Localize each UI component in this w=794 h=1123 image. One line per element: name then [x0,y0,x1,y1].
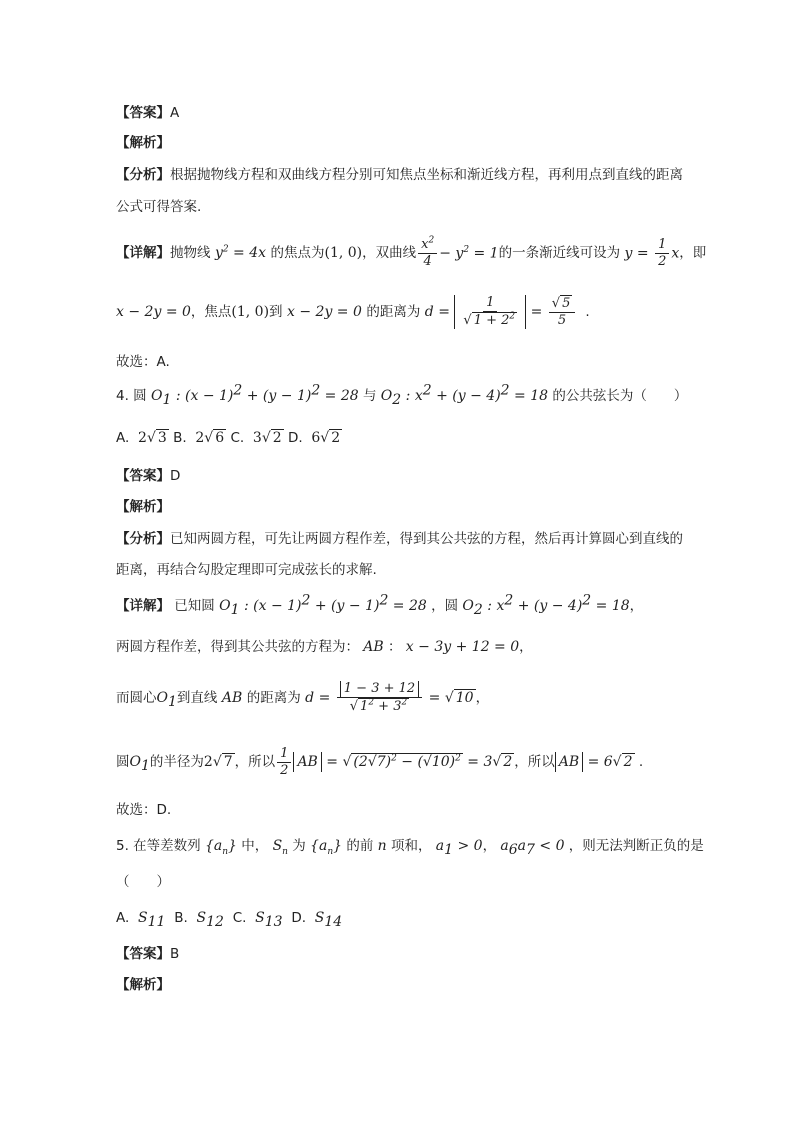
q5-stem-e: 项和， [390,838,432,854]
line-eq: x − 2y = 0 [116,304,191,320]
q4-analysis-heading [116,497,704,517]
q5-opt-c-label: C. [232,910,247,926]
fenxi-label: 【分析】 [116,167,170,183]
q5-paren [116,872,704,892]
q5-opt-c-value: $S_{13}$ [250,910,283,930]
q4-d4-d: ，所以 [514,754,555,770]
q5-stem-d: 的前 [346,838,374,854]
q3-detail-line1 [116,235,707,271]
q5-opt-d-label: D. [291,910,307,926]
q4-detail-line2: 两圆方程作差，得到其公共弦的方程为： AB ： x − 3y + 12 = 0， [116,639,533,655]
q4-detail-line1: 【详解】 已知圆 $O_1$ : $(x - 1)^2 + (y - 1)^2 = 28$ ，圆 $O_2$ : $x^2 + (y - 4)^2 = 18$， [116,592,644,618]
q4-d2-a: 两圆方程作差，得到其公共弦的方程为： [116,639,359,655]
q5-opt-a-label: A. [116,910,130,926]
q4-stem-suffix: 的公共弦长为（ ） [552,388,688,404]
q5-analysis-heading [116,975,704,995]
q5-stem-f: ，则无法判断正负的是 [568,838,704,854]
chord-eq: AB [363,639,384,655]
q4-d1-b: ，圆 [431,598,459,614]
q4-d4-c: ，所以 [234,754,276,770]
circle1-eq: $O_1$ : $(x - 1)^2 + (y - 1)^2 = 28$ [150,382,359,408]
q5-paren-text: （ ） [116,874,170,890]
q3-fenxi-line1 [116,165,704,185]
q4-opt-c-value: 3√ 2 [248,430,282,446]
asymptote-eq: y = $\frac{1}{2}$ x [620,236,680,269]
xiangjie-label: 【详解】 [116,598,170,614]
q4-options [116,428,704,448]
q4-opt-b-value: 2√ 6 [190,430,225,446]
hyperbola-eq: $\frac{x^2}{4}$ − $y^2 = 1$ [416,237,498,270]
focus-point-2: (1, 0) [231,304,270,320]
cond-a1: $a_1 > 0$ [435,838,483,858]
q4-d1-a: 已知圆 [174,598,215,614]
q3-d1-b: 的焦点为 [270,245,325,261]
q3-d1-a: 抛物线 [170,245,211,261]
q3-d1-d: 的一条渐近线可设为 [498,245,621,261]
q4-d4-b: 的半径为 [149,754,204,770]
chord-line-eq: x − 3y + 12 = 0 [405,639,520,655]
q4-opt-a-value: 2√ 3 [133,430,167,446]
half-chord-formula: $\frac{1}{2}$ AB = √ $(2√7)^2 - (√10)^2 = 3√$ 2 [275,746,514,779]
q3-d1-e: ，即 [679,245,707,261]
q5-stem-c: 为 [292,838,306,854]
q3-fenxi-line2 [116,197,704,217]
q4-opt-d-label: D. [287,430,303,446]
fenxi-label: 【分析】 [116,531,170,547]
q4-fenxi-text1: 已知两圆方程，可先让两圆方程作差，得到其公共弦的方程，然后再计算圆心到直线的 [170,531,683,547]
q5-stem-a: 5. 在等差数列 [116,838,201,854]
q3-fenxi-text2: 公式可得答案. [116,199,202,215]
line-ab: AB [217,690,247,706]
analysis-label: 【解析】 [116,977,170,993]
q5-answer-line [116,944,704,964]
q5-answer: B [170,946,180,962]
guxuan-label: 故选： [116,802,157,818]
q3-answer: A [170,105,180,121]
chord-length: AB = 6√ 2 [555,752,635,772]
q3-analysis-heading [116,133,704,153]
q4-answer: D [170,468,181,484]
seq-an: $\{a_n\}$ [204,838,237,857]
q4-d3-c: 的距离为 [246,690,301,706]
analysis-label: 【解析】 [116,499,170,515]
q4-answer-line [116,466,704,486]
distance-formula: d = $\frac{1}{√ 1 + 2^2}$ = $\frac{√ 5}{5}$ [420,295,577,329]
q3-fenxi-text1: 根据抛物线方程和双曲线方程分别可知焦点坐标和渐近线方程，再利用点到直线的距离 [170,167,683,183]
q3-d2-b: 到 [269,304,283,320]
q3-conclusion [116,352,704,372]
q4-d4-a: 圆 [116,754,130,770]
q5-options [116,908,704,928]
q3-detail-line2: x − 2y = 0 ，焦点 (1, 0) 到 x − 2y = 0 的距离为 d = $\frac{1}{√ 1 + 2^2}$ = $\frac{√ 5}{5}$ . [116,295,590,328]
answer-label: 【答案】 [116,105,170,121]
analysis-label: 【解析】 [116,135,170,151]
q4-conclusion [116,800,704,820]
q3-d2-c: 的距离为 [366,304,421,320]
cond-a6a7: $a_6a_7 < 0$ [500,838,565,858]
q3-conclusion-value: A. [156,354,170,370]
q4-stem-prefix: 4. 圆 [116,388,147,404]
center-o1: $O_1$ [156,690,177,710]
q4-fenxi-line2 [116,560,704,580]
q4-distance-formula: d = $\frac{1 - 3 + 12}{√ 1^2 + 3^2}$ = √ 10 [300,681,474,714]
q4-conclusion-value: D. [156,802,172,818]
q5-stem: 5. 在等差数列 $\{a_n\}$ 中， $S_n$ 为 $\{a_n\}$ 的前 n 项和， $a_1 > 0$， $a_6a_7 < 0$ ，则无法判断正负的是 [116,838,704,858]
q5-opt-d-value: $S_{14}$ [310,910,343,930]
q3-answer-line [116,103,704,123]
q4-stem-mid: 与 [362,388,377,404]
q4-detail-line4: 圆 $O_1$ 的半径为 2√ 7 ，所以 $\frac{1}{2}$ AB = √ $(2√7)^2 - (√10)^2 = 3√$ 2 ，所以 AB = 6√ 2 . [116,745,644,778]
q4-opt-a-label: A. [116,430,130,446]
q4-fenxi-line1 [116,529,704,549]
parabola-eq: $y^2 = 4x$ [210,244,271,261]
q4-detail-line3: 而圆心 $O_1$ 到直线 AB 的距离为 d = $\frac{1 - 3 + 12}{√ 1^2 + 3^2}$ = √ 10 ， [116,681,490,714]
q4-opt-b-label: B. [173,430,187,446]
q4-d3-a: 而圆心 [116,690,157,706]
q3-d2-a: ，焦点 [190,304,232,320]
radius-value: 2√ 7 [203,754,233,770]
q5-stem-b: 中， [241,838,269,854]
q4-opt-c-label: C. [230,430,245,446]
focus-point: (1, 0) [324,245,363,261]
q5-opt-a-value: $S_{11}$ [133,910,166,930]
q4-opt-d-value: 6√ 2 [306,430,341,446]
q5-opt-b-label: B. [174,910,188,926]
q4-d3-b: 到直线 [176,690,218,706]
answer-label: 【答案】 [116,468,170,484]
q5-opt-b-value: $S_{12}$ [192,910,224,930]
sum-sn: $S_n$ [272,838,288,857]
xiangjie-label: 【详解】 [116,245,170,261]
answer-label: 【答案】 [116,946,170,962]
seq-an-2: $\{a_n\}$ [310,838,343,857]
guxuan-label: 故选： [116,354,157,370]
circle2-eq: $O_2$ : $x^2 + (y - 4)^2 = 18$ [380,382,549,408]
line-eq-2: x − 2y = 0 [282,304,362,320]
circle1-eq-2: $O_1$ : $(x - 1)^2 + (y - 1)^2 = 28$ [219,592,427,618]
q4-stem [116,382,704,408]
circle-o1: $O_1$ [129,754,150,774]
circle2-eq-2: $O_2$ : $x^2 + (y - 4)^2 = 18$ [462,592,630,618]
q3-d1-c: ，双曲线 [362,245,417,261]
n-var: n [377,838,387,854]
q4-fenxi-text2: 距离，再结合勾股定理即可完成弦长的求解. [116,562,377,578]
